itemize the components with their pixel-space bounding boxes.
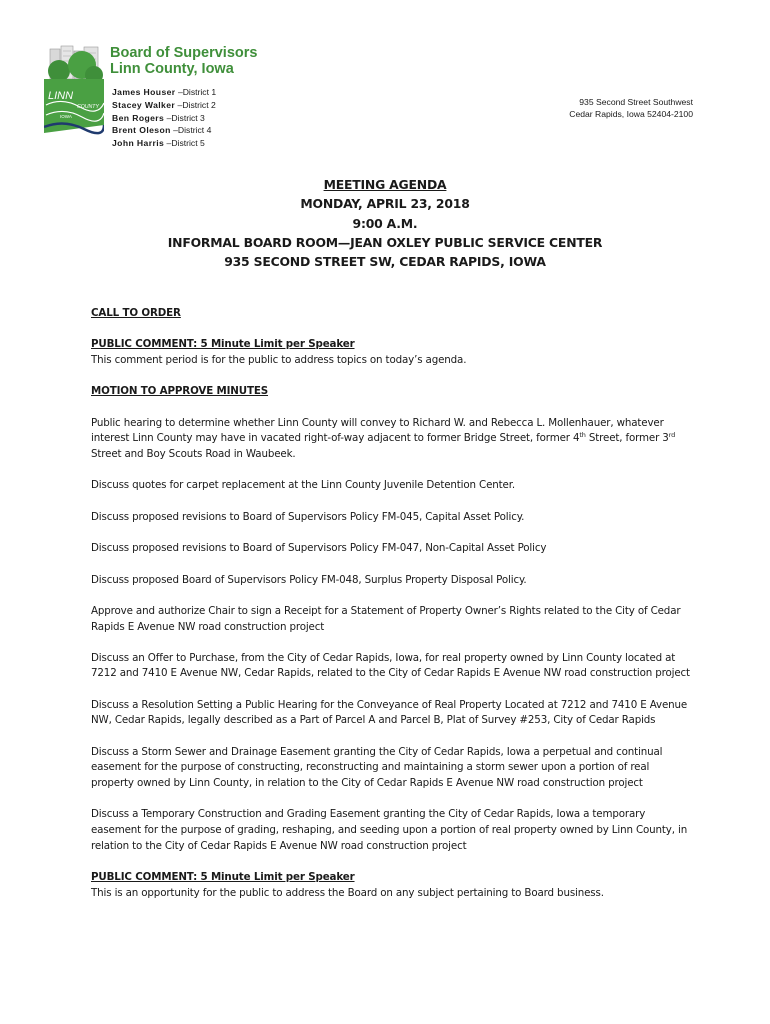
public-comment-text: This comment period is for the public to address topics on today’s agenda. bbox=[91, 353, 467, 366]
agenda-item: Discuss a Resolution Setting a Public Hearing for the Conveyance of Real Property Located at 7212 and 7410 E Avenue NW, Cedar Rapids, legally described as a Part of Parcel A and Parcel B, Plat of Survey #253, City of Cedar Rapids bbox=[91, 698, 688, 727]
supervisor-entry bbox=[112, 124, 216, 137]
agenda-item: Discuss an Offer to Purchase, from the City of Cedar Rapids, Iowa, for real property owned by Linn County located at 7212 and 7410 E Avenue NW, Cedar Rapids, related to the City of Cedar Rapids E Avenue NW road construction project bbox=[91, 651, 690, 680]
agenda-section-call-to-order bbox=[91, 306, 691, 322]
hearing-text: Street, former 3 bbox=[585, 432, 669, 445]
supervisor-name: Ben Rogers bbox=[112, 112, 165, 123]
supervisor-district: –District 3 bbox=[164, 112, 205, 123]
agenda-item: Discuss proposed revisions to Board of Supervisors Policy FM-045, Capital Asset Policy. bbox=[91, 510, 525, 523]
office-address bbox=[569, 97, 693, 120]
supervisor-list bbox=[112, 86, 216, 150]
org-title-line-1: Board of Supervisors bbox=[110, 45, 258, 61]
logo-text-iowa: IOWA bbox=[60, 114, 72, 119]
agenda-section-public-comment-1 bbox=[91, 337, 691, 368]
ordinal-suffix: rd bbox=[668, 431, 676, 440]
supervisor-district: –District 4 bbox=[170, 125, 212, 136]
public-comment-heading: PUBLIC COMMENT: 5 Minute Limit per Speaker bbox=[91, 871, 355, 884]
agenda-section-public-comment-2 bbox=[91, 870, 691, 901]
agenda-item: Discuss proposed revisions to Board of Supervisors Policy FM-047, Non-Capital Asset Policy bbox=[91, 542, 547, 555]
agenda-item: Discuss quotes for carpet replacement at the Linn County Juvenile Detention Center. bbox=[91, 479, 515, 492]
meeting-address: 935 SECOND STREET SW, CEDAR RAPIDS, IOWA bbox=[224, 254, 546, 270]
agenda-item: Discuss proposed Board of Supervisors Policy FM-048, Surplus Property Disposal Policy. bbox=[91, 573, 527, 586]
address-line-1: 935 Second Street Southwest bbox=[579, 97, 693, 107]
org-title bbox=[110, 45, 257, 77]
meeting-date: MONDAY, APRIL 23, 2018 bbox=[300, 196, 470, 212]
supervisor-entry bbox=[112, 112, 216, 125]
motion-minutes-heading: MOTION TO APPROVE MINUTES bbox=[91, 385, 269, 398]
hearing-text: Street and Boy Scouts Road in Waubeek. bbox=[91, 447, 296, 460]
public-comment-text: This is an opportunity for the public to address the Board on any subject pertaining to Board business. bbox=[91, 886, 604, 899]
ordinal-suffix: th bbox=[579, 431, 586, 440]
meeting-time: 9:00 A.M. bbox=[352, 215, 418, 231]
address-line-2: Cedar Rapids, Iowa 52404-2100 bbox=[569, 108, 693, 119]
supervisor-district: –District 5 bbox=[164, 138, 205, 149]
org-title-line-2: Linn County, Iowa bbox=[110, 61, 234, 77]
agenda-body bbox=[91, 306, 691, 901]
meeting-location: INFORMAL BOARD ROOM—JEAN OXLEY PUBLIC SERVICE CENTER bbox=[167, 234, 603, 250]
agenda-item: Discuss a Temporary Construction and Grading Easement granting the City of Cedar Rapids, Iowa a temporary easement for the purpose of grading, reshaping, and seeding upon a portion of real property owned by Linn County, in relation to the City of Cedar Rapids E Avenue NW road construction project bbox=[91, 808, 688, 852]
supervisor-district: –District 2 bbox=[175, 99, 216, 110]
agenda-title: MEETING AGENDA bbox=[323, 177, 447, 192]
agenda-item-public-hearing bbox=[91, 416, 691, 463]
supervisor-entry bbox=[112, 137, 216, 150]
supervisor-name: James Houser bbox=[112, 87, 176, 97]
linn-county-logo bbox=[44, 45, 104, 137]
agenda-item: Discuss a Storm Sewer and Drainage Easement granting the City of Cedar Rapids, Iowa a perpetual and continual easement for the purpose of constructing, reconstructing and maintaining a storm sewer upon a portion of real property owned by Linn County, in relation to the City of Cedar Rapids E Avenue NW road construction project bbox=[91, 745, 663, 790]
logo-text-county: COUNTY bbox=[77, 104, 99, 110]
agenda-item: Approve and authorize Chair to sign a Receipt for a Statement of Property Owner’s Rights related to the City of Cedar Rapids E Avenue NW road construction project bbox=[91, 604, 681, 633]
supervisor-name: Stacey Walker bbox=[112, 99, 176, 110]
public-comment-heading: PUBLIC COMMENT: 5 Minute Limit per Speaker bbox=[91, 338, 355, 351]
supervisor-entry bbox=[112, 86, 216, 99]
agenda-heading bbox=[0, 175, 770, 271]
supervisor-entry bbox=[112, 99, 216, 112]
supervisor-name: Brent Oleson bbox=[112, 125, 171, 136]
logo-text-linn: LINN bbox=[48, 90, 74, 102]
call-to-order-heading: CALL TO ORDER bbox=[91, 307, 181, 319]
supervisor-name: John Harris bbox=[112, 138, 165, 149]
agenda-section-minutes bbox=[91, 384, 691, 400]
hearing-text: Public hearing to determine whether Linn County will convey to Richard W. and Rebecca L. Mollenhauer, whatever interest Linn County may have in vacated right-of-way adjacent to former Bridge Street, former 4 bbox=[91, 416, 664, 445]
supervisor-district: –District 1 bbox=[175, 87, 217, 97]
